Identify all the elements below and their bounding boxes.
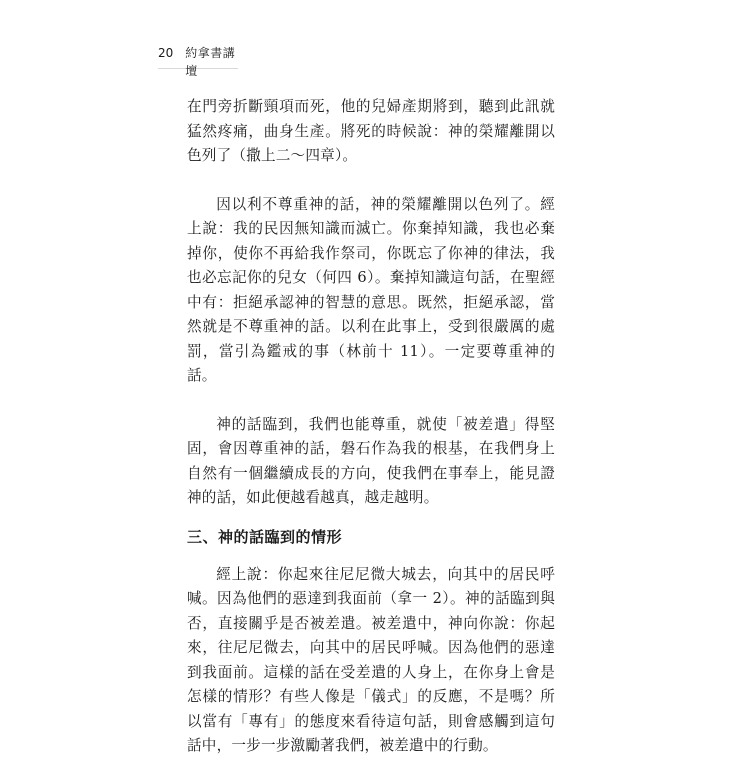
running-header <box>158 44 238 78</box>
paragraph-section-body: 經上說：你起來往尼尼微大城去，向其中的居民呼喊。因為他們的惡達到我面前（拿一 2）。神的話臨到與否，直接關乎是否被差遣。被差遣中，神向你說：你起來，往尼尼微去，向其中的居民呼喊。因為他們的惡達到我面前。這樣的話在受差遣的人身上，在你身上會是怎樣的情形？有些人像是「儀式」的反應，不是嗎？所以當有「專有」的態度來看待這句話，則會感觸到這句話中，一步一步激勵著我們，被差遣中的行動。 <box>187 565 555 754</box>
page-number: 20 <box>158 46 174 60</box>
paragraph-respect-word: 神的話臨到，我們也能尊重，就使「被差遣」得堅固，會因尊重神的話，磐石作為我的根基，在我們身上自然有一個繼續成長的方向，使我們在事奉上，能見證神的話，如此便越看越真，越走越明。 <box>187 415 555 506</box>
section-heading: 三、神的話臨到的情形 <box>187 527 343 546</box>
paragraph-eli: 因以利不尊重神的話，神的榮耀離開以色列了。經上說：我的民因無知識而滅亡。你棄掉知識，我也必棄掉你，使你不再給我作祭司，你既忘了你神的律法，我也必忘記你的兒女（何四 6）。棄掉知識這句話，在聖經中有：拒絕承認神的智慧的意思。既然，拒絕承認，當然就是不尊重神的話。以利在此事上，受到很嚴厲的處罰，當引為鑑戒的事（林前十 11）。一定要尊重神的話。 <box>187 195 555 384</box>
page-body <box>187 95 555 759</box>
running-title: 約拿書講壇 <box>185 46 236 78</box>
paragraph-continuation: 在門旁折斷頸項而死，他的兒婦產期將到，聽到此訊就猛然疼痛，曲身生產。將死的時候說：神的榮耀離開以色列了（撒上二～四章）。 <box>187 98 555 164</box>
